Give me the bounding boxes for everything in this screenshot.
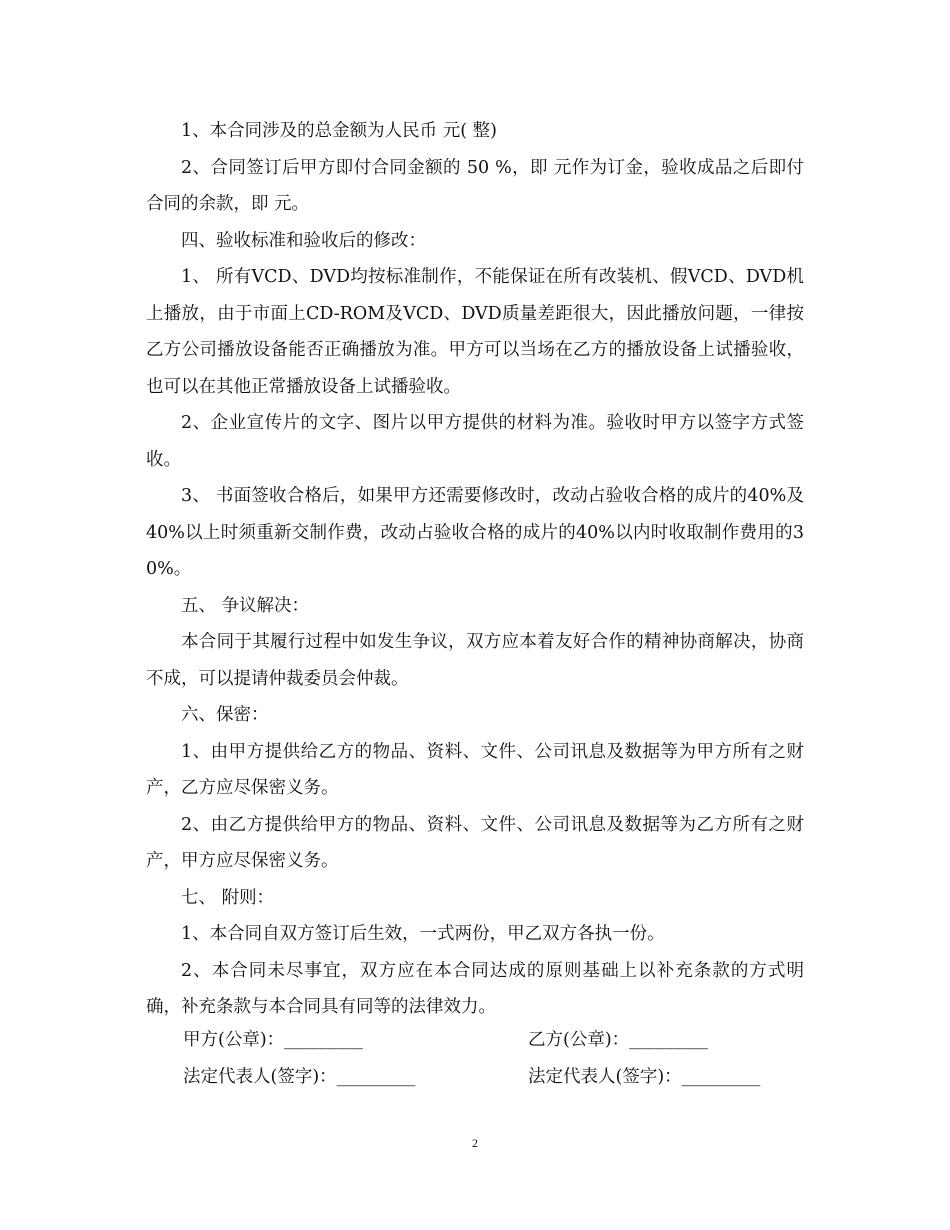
page-number: 2 (472, 1136, 478, 1150)
party-a-representative-line: 法定代表人(签字)：_________ (183, 1067, 416, 1087)
clause-supplementary: 2、本合同未尽事宜，双方应在本合同达成的原则基础上以补充条款的方式明确，补充条款与本合同具有同等的法律效力。 (146, 960, 804, 1017)
section-heading-supplementary: 七、 附则： (181, 887, 275, 908)
party-a-seal-line: 甲方(公章)：_________ (183, 1030, 363, 1050)
clause-playback-standard: 1、 所有VCD、DVD均按标准制作，不能保证在所有改装机、假VCD、DVD机上播放，由于市面上CD-ROM及VCD、DVD质量差距很大，因此播放问题，一律按乙方公司播放设备能否正确播放为准。甲方可以当场在乙方的播放设备上试播验收，也可以在其他正常播放设备上试播验收。 (146, 267, 804, 397)
clause-total-amount: 1、本合同涉及的总金额为人民币 元( 整) (181, 121, 497, 141)
clause-payment: 2、合同签订后甲方即付合同金额的 50 %，即 元作为订金，验收成品之后即付合同的余款，即 元。 (146, 157, 804, 214)
clause-confidentiality-a: 1、由甲方提供给乙方的物品、资料、文件、公司讯息及数据等为甲方所有之财产，乙方应尽保密义务。 (146, 741, 804, 798)
section-heading-acceptance: 四、验收标准和验收后的修改： (181, 230, 426, 251)
section-heading-dispute: 五、 争议解决： (181, 595, 310, 616)
party-b-seal-line: 乙方(公章)：_________ (528, 1030, 708, 1050)
section-heading-confidentiality: 六、保密： (181, 705, 269, 725)
signature-row-seal (183, 1022, 803, 1058)
clause-modification-fee: 3、 书面签收合格后，如果甲方还需要修改时，改动占验收合格的成片的40%及40%以上时须重新交制作费，改动占验收合格的成片的40%以内时收取制作费用的30%。 (146, 486, 804, 579)
signature-row-representative (183, 1059, 803, 1095)
clause-dispute: 本合同于其履行过程中如发生争议，双方应本着友好合作的精神协商解决，协商不成，可以提请仲裁委员会仲裁。 (146, 632, 804, 689)
clause-effective: 1、本合同自双方签订后生效，一式两份，甲乙双方各执一份。 (181, 924, 665, 944)
party-b-representative-line: 法定代表人(签字)：_________ (528, 1067, 761, 1087)
contract-body (146, 113, 804, 1026)
clause-confidentiality-b: 2、由乙方提供给甲方的物品、资料、文件、公司讯息及数据等为乙方所有之财产，甲方应尽保密义务。 (146, 814, 804, 871)
clause-materials: 2、企业宣传片的文字、图片以甲方提供的材料为准。验收时甲方以签字方式签收。 (146, 413, 804, 470)
